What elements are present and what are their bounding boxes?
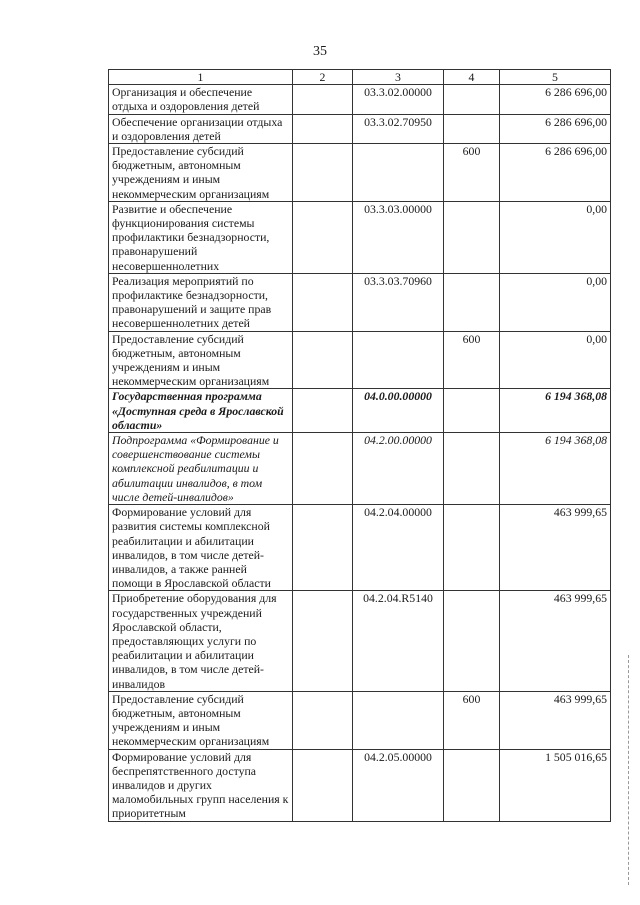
row-sum-cell: 0,00 [500, 201, 611, 273]
row-type-cell: 600 [444, 144, 500, 202]
table-row [109, 505, 611, 591]
row-empty-cell [293, 331, 353, 389]
budget-table [108, 69, 611, 822]
row-code-cell: 04.0.00.00000 [353, 389, 444, 433]
row-name-cell: Формирование условий для развития системы комплексной реабилитации и абилитации инвалидов, в том числе детей-инвалидов, а также ранней помощи в Ярославской области [109, 505, 293, 591]
table-row [109, 691, 611, 749]
row-code-cell: 03.3.02.70950 [353, 114, 444, 143]
table-row [109, 331, 611, 389]
row-name-cell: Обеспечение организации отдыха и оздоровления детей [109, 114, 293, 143]
row-sum-cell: 1 505 016,65 [500, 749, 611, 821]
row-empty-cell [293, 691, 353, 749]
row-empty-cell [293, 591, 353, 691]
row-empty-cell [293, 85, 353, 114]
row-code-cell [353, 144, 444, 202]
table-row [109, 85, 611, 114]
row-name-cell: Предоставление субсидий бюджетным, автономным учреждениям и иным некоммерческим организациям [109, 691, 293, 749]
row-type-cell [444, 505, 500, 591]
column-header: 1 [109, 70, 293, 85]
row-sum-cell: 0,00 [500, 273, 611, 331]
row-type-cell [444, 273, 500, 331]
row-empty-cell [293, 144, 353, 202]
row-name-cell: Развитие и обеспечение функционирования системы профилактики безнадзорности, правонарушений несовершеннолетних [109, 201, 293, 273]
row-name-cell: Приобретение оборудования для государственных учреждений Ярославской области, предоставляющих услуги по реабилитации и абилитации инвалидов, в том числе детей-инвалидов [109, 591, 293, 691]
row-code-cell: 04.2.00.00000 [353, 433, 444, 505]
table-row [109, 389, 611, 433]
row-type-cell: 600 [444, 691, 500, 749]
table-row [109, 433, 611, 505]
column-header: 4 [444, 70, 500, 85]
row-empty-cell [293, 114, 353, 143]
row-type-cell [444, 85, 500, 114]
row-code-cell: 04.2.04.00000 [353, 505, 444, 591]
row-type-cell [444, 201, 500, 273]
column-header: 3 [353, 70, 444, 85]
row-sum-cell: 463 999,65 [500, 591, 611, 691]
table-row [109, 591, 611, 691]
table-row [109, 749, 611, 821]
row-empty-cell [293, 749, 353, 821]
table-header-row [109, 70, 611, 85]
row-name-cell: Предоставление субсидий бюджетным, автономным учреждениям и иным некоммерческим организациям [109, 144, 293, 202]
row-empty-cell [293, 273, 353, 331]
row-type-cell [444, 114, 500, 143]
row-empty-cell [293, 433, 353, 505]
row-sum-cell: 463 999,65 [500, 691, 611, 749]
row-name-cell: Формирование условий для беспрепятственного доступа инвалидов и других маломобильных групп населения к приоритетным [109, 749, 293, 821]
table-row [109, 114, 611, 143]
row-code-cell [353, 331, 444, 389]
row-empty-cell [293, 505, 353, 591]
row-sum-cell: 6 286 696,00 [500, 114, 611, 143]
row-empty-cell [293, 389, 353, 433]
column-header: 5 [500, 70, 611, 85]
margin-mark [628, 655, 631, 885]
row-type-cell [444, 389, 500, 433]
row-code-cell [353, 691, 444, 749]
row-code-cell: 03.3.03.00000 [353, 201, 444, 273]
row-type-cell: 600 [444, 331, 500, 389]
row-name-cell: Предоставление субсидий бюджетным, автономным учреждениям и иным некоммерческим организациям [109, 331, 293, 389]
row-name-cell: Реализация мероприятий по профилактике безнадзорности, правонарушений и защите прав несовершеннолетних детей [109, 273, 293, 331]
table-row [109, 273, 611, 331]
row-type-cell [444, 749, 500, 821]
table-row [109, 201, 611, 273]
column-header: 2 [293, 70, 353, 85]
row-code-cell: 04.2.05.00000 [353, 749, 444, 821]
row-sum-cell: 463 999,65 [500, 505, 611, 591]
row-type-cell [444, 433, 500, 505]
row-name-cell: Организация и обеспечение отдыха и оздоровления детей [109, 85, 293, 114]
row-empty-cell [293, 201, 353, 273]
row-code-cell: 04.2.04.R5140 [353, 591, 444, 691]
row-code-cell: 03.3.03.70960 [353, 273, 444, 331]
page-number: 35 [313, 44, 327, 59]
row-name-cell: Государственная программа «Доступная среда в Ярославской области» [109, 389, 293, 433]
row-sum-cell: 6 286 696,00 [500, 144, 611, 202]
row-sum-cell: 6 286 696,00 [500, 85, 611, 114]
row-name-cell: Подпрограмма «Формирование и совершенствование системы комплексной реабилитации и абилитации инвалидов, в том числе детей-инвалидов» [109, 433, 293, 505]
row-type-cell [444, 591, 500, 691]
row-sum-cell: 6 194 368,08 [500, 389, 611, 433]
row-sum-cell: 6 194 368,08 [500, 433, 611, 505]
row-code-cell: 03.3.02.00000 [353, 85, 444, 114]
table-row [109, 144, 611, 202]
row-sum-cell: 0,00 [500, 331, 611, 389]
